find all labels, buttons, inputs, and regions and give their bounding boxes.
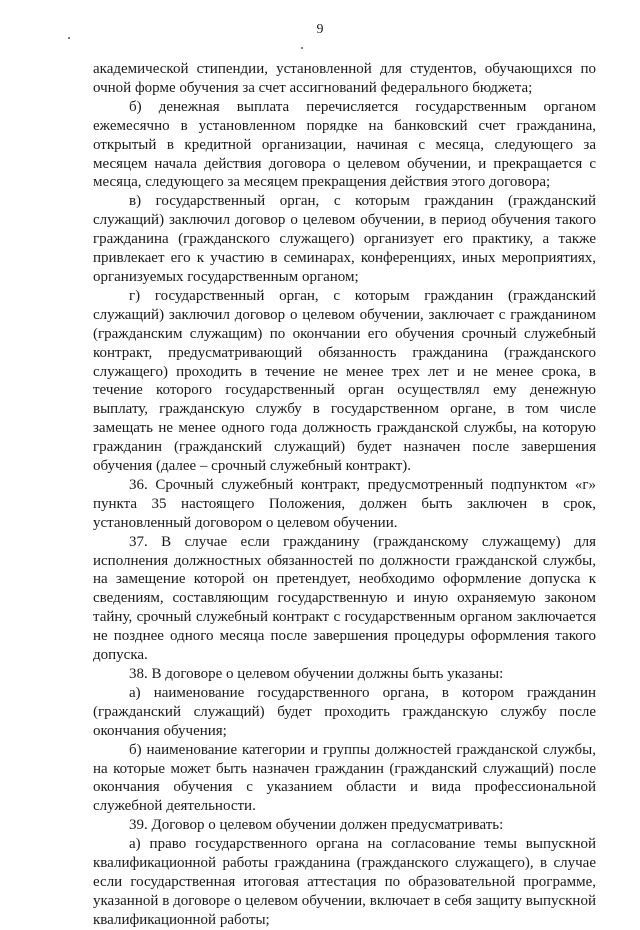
- subitem-b-payment: б) денежная выплата перечисляется государственным органом ежемесячно в установленном порядке на банковский счет гражданина, открытый в кредитной организации, начиная с месяца, следующего за месяцем начала действия договора о целевом обучении, и прекращается с месяца, следующего за месяцем прекращения действия этого договора;: [93, 98, 596, 191]
- scan-speck: [68, 37, 70, 39]
- clause-38: 38. В договоре о целевом обучении должны быть указаны:: [129, 666, 504, 682]
- document-body: [93, 60, 596, 930]
- paragraph-continuation: академической стипендии, установленной для студентов, обучающихся по очной форме обучения за счет ассигнований федерального бюджета;: [93, 61, 596, 96]
- clause-38-item-b: б) наименование категории и группы должностей гражданской службы, на которые может быть назначен гражданин (гражданский служащий) после окончания обучения с указанием области и вида профессиональной служебной деятельности.: [93, 741, 596, 815]
- clause-38-item-a: а) наименование государственного органа, в котором гражданин (гражданский служащий) будет проходить гражданскую службу после окончания обучения;: [93, 684, 596, 739]
- scan-speck: [301, 47, 303, 49]
- clause-36: 36. Срочный служебный контракт, предусмотренный подпунктом «г» пункта 35 настоящего Положения, должен быть заключен в срок, установленный договором о целевом обучении.: [93, 476, 596, 531]
- clause-37: 37. В случае если гражданину (гражданскому служащему) для исполнения должностных обязанностей по должности гражданской службы, на замещение которой он претендует, необходимо оформление допуска к сведениям, составляющим государственную и иную охраняемую законом тайну, срочный служебный контракт с государственным органом заключается не позднее одного месяца после завершения процедуры оформления такого допуска.: [93, 533, 596, 664]
- clause-39: 39. Договор о целевом обучении должен предусматривать:: [129, 817, 504, 834]
- page-number: 9: [316, 22, 324, 37]
- subitem-g-contract: г) государственный орган, с которым гражданин (гражданский служащий) заключил договор о целевом обучении, заключает с гражданином (гражданским служащим) по окончании его обучения срочный служебный контракт, предусматривающий обязанность гражданина (гражданского служащего) проходить в течение не менее трех лет и не менее срока, в течение которого государственный орган осуществлял ему денежную выплату, гражданскую службу в государственном органе, в том числе замещать не менее одного года должность гражданской службы, на которую гражданин (гражданский служащий) будет назначен после завершения обучения (далее – срочный служебный контракт).: [93, 287, 596, 475]
- clause-39-item-a: а) право государственного органа на согласование темы выпускной квалификационной работы гражданина (гражданского служащего), в случае если государственная итоговая аттестация по образовательной программе, указанной в договоре о целевом обучении, включает в себя защиту выпускной квалификационной работы;: [93, 836, 596, 928]
- subitem-v-practice: в) государственный орган, с которым гражданин (гражданский служащий) заключил договор о целевом обучении, в период обучения такого гражданина (гражданского служащего) организует его практику, а также привлекает его к участию в семинарах, конференциях, иных мероприятиях, организуемых государственным органом;: [93, 193, 596, 285]
